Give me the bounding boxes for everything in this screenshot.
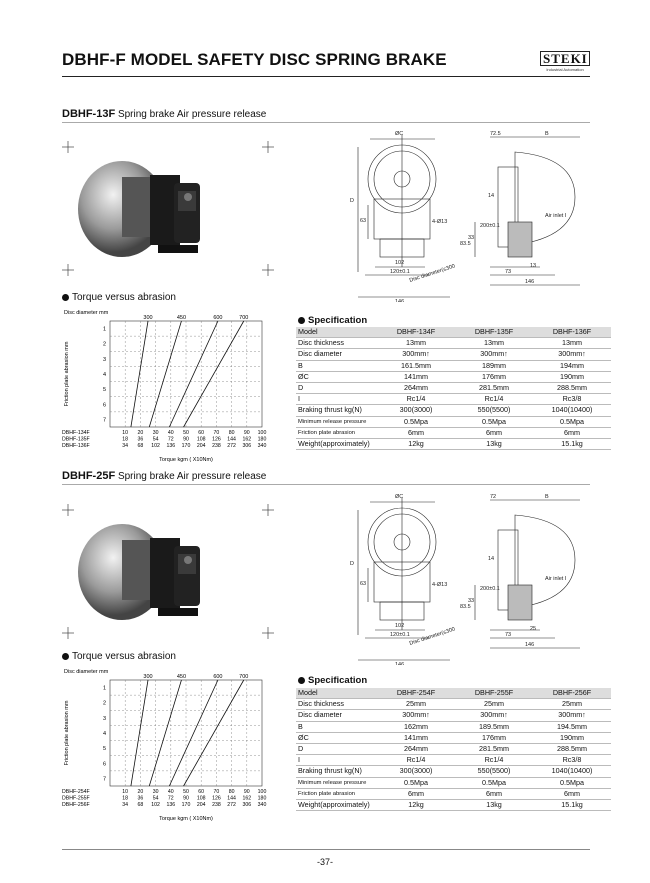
- logo-name: STEKI: [540, 51, 590, 66]
- torque-value: 80: [228, 430, 235, 436]
- dim-83: 83.5: [460, 604, 471, 610]
- dim-102: 102: [395, 260, 405, 266]
- abrasion-chart-1: [62, 305, 277, 465]
- torque-value: 36: [137, 436, 144, 443]
- spec-header-cell: Model: [296, 688, 377, 699]
- spec-cell: 6mm: [455, 427, 533, 438]
- spec-cell: 281.5mm: [455, 382, 533, 393]
- spec-cell: 13mm: [455, 338, 533, 349]
- spec-cell: 176mm: [455, 371, 533, 382]
- spec-cell: 25mm: [455, 699, 533, 710]
- spec-header-cell: DBHF-254F: [377, 688, 455, 699]
- spec-title-2: [298, 675, 367, 686]
- torque-value: 126: [212, 436, 221, 443]
- spec-cell: 0.5Mpa: [533, 777, 611, 788]
- torque-value: 18: [122, 436, 129, 443]
- torque-value: 30: [152, 430, 159, 436]
- dim-120: 120±0.1: [390, 632, 410, 638]
- dim-33: 33: [468, 235, 475, 241]
- spec-title: Specification: [308, 315, 368, 326]
- spec-row: [296, 371, 611, 382]
- spec-cell: D: [296, 743, 377, 754]
- spec-header-cell: DBHF-255F: [455, 688, 533, 699]
- spec-cell: ØC: [296, 732, 377, 743]
- model-row-label: DBHF-134F: [62, 430, 90, 436]
- section-desc: Spring brake Air pressure release: [115, 471, 267, 482]
- torque-value: 90: [243, 789, 250, 795]
- disc-tick-label: 300: [143, 315, 153, 321]
- torque-value: 180: [257, 436, 267, 443]
- torque-value: 18: [122, 795, 129, 802]
- spec-cell: 300mm↑: [377, 710, 455, 721]
- spec-row: [296, 338, 611, 349]
- spec-cell: 141mm: [377, 371, 455, 382]
- torque-value: 108: [196, 436, 206, 443]
- y-axis-title: Friction plate abrasion mm: [64, 700, 70, 766]
- spec-cell: 6mm: [533, 427, 611, 438]
- dim-b: B: [545, 494, 549, 500]
- spec-cell: B: [296, 360, 377, 371]
- torque-value: 204: [196, 443, 206, 449]
- dim-4-13: 4-Ø13: [432, 582, 448, 588]
- torque-value: 68: [137, 443, 144, 449]
- spec-cell: 194.5mm: [533, 721, 611, 732]
- spec-row: [296, 799, 611, 810]
- spec-row: [296, 382, 611, 393]
- dim-146: 146: [395, 299, 405, 302]
- model-row-label: DBHF-136F: [62, 443, 90, 449]
- spec-row: [296, 777, 611, 788]
- spec-cell: D: [296, 382, 377, 393]
- dimension-drawing-2: [340, 490, 595, 665]
- section-2-heading: [62, 470, 266, 482]
- spec-cell: B: [296, 721, 377, 732]
- torque-value: 306: [242, 802, 252, 808]
- torque-value: 136: [166, 443, 176, 449]
- spec-row: [296, 405, 611, 416]
- spec-cell: 550(5500): [455, 766, 533, 777]
- section-rule: [62, 484, 590, 485]
- torque-value: 50: [183, 789, 189, 795]
- spec-cell: 13mm: [377, 338, 455, 349]
- torque-value: 238: [212, 443, 221, 449]
- dim-d: D: [350, 561, 354, 567]
- disc-tick-label: 450: [176, 674, 187, 680]
- model-row-label: DBHF-255F: [62, 795, 90, 802]
- torque-title: Torque versus abrasion: [72, 651, 176, 662]
- spec-cell: 13kg: [455, 438, 533, 449]
- dim-146b: 146: [525, 279, 535, 285]
- dim-120: 120±0.1: [390, 269, 410, 275]
- y-tick-label: 5: [102, 387, 106, 394]
- dim-72: 72.5: [490, 131, 501, 137]
- page-title: DBHF-F MODEL SAFETY DISC SPRING BRAKE: [62, 50, 447, 69]
- y-tick-label: 2: [102, 700, 106, 707]
- torque-value: 34: [122, 802, 129, 808]
- spec-cell: Friction plate abrasion: [296, 788, 377, 799]
- torque-value: 60: [198, 789, 205, 795]
- torque-value: 54: [152, 795, 159, 802]
- bullet-icon: [298, 677, 305, 684]
- spec-cell: Disc diameter: [296, 710, 377, 721]
- torque-value: 340: [257, 443, 267, 449]
- spec-cell: 0.5Mpa: [455, 777, 533, 788]
- spec-row: [296, 360, 611, 371]
- torque-value: 10: [122, 430, 129, 436]
- x-axis-title: Torque kgm ( X10Nm): [159, 816, 213, 822]
- dim-72: 72: [490, 494, 497, 500]
- torque-title-2: [62, 651, 176, 662]
- spec-cell: Braking thrust kg(N): [296, 766, 377, 777]
- spec-cell: Rc3/8: [533, 755, 611, 766]
- torque-value: 90: [183, 795, 189, 802]
- dim-4-13: 4-Ø13: [432, 219, 448, 225]
- spec-cell: 12kg: [377, 438, 455, 449]
- spec-cell: 300mm↑: [455, 349, 533, 360]
- torque-value: 180: [257, 795, 267, 802]
- torque-value: 10: [122, 789, 129, 795]
- y-tick-label: 7: [102, 417, 106, 424]
- spec-cell: I: [296, 755, 377, 766]
- dim-83: 83.5: [460, 241, 471, 247]
- torque-value: 102: [151, 802, 160, 808]
- section-model: DBHF-25F: [62, 470, 116, 482]
- y-tick-label: 1: [102, 326, 106, 333]
- dim-25: 25: [530, 626, 537, 632]
- spec-cell: 550(5500): [455, 405, 533, 416]
- spec-cell: 1040(10400): [533, 405, 611, 416]
- torque-value: 40: [167, 789, 174, 795]
- spec-cell: 0.5Mpa: [377, 777, 455, 788]
- torque-value: 20: [137, 789, 144, 795]
- abrasion-curve: [131, 680, 148, 786]
- dim-disc: Disc diameter(≤300: [408, 626, 456, 647]
- spec-cell: 300mm↑: [377, 349, 455, 360]
- spec-header-row: [296, 688, 611, 699]
- torque-value: 34: [122, 443, 129, 449]
- spec-cell: Weight(approximately): [296, 799, 377, 810]
- spec-cell: I: [296, 394, 377, 405]
- page-number: -37-: [316, 857, 333, 867]
- spec-header-cell: DBHF-135F: [455, 327, 533, 338]
- torque-value: 72: [167, 795, 174, 802]
- spec-row: [296, 755, 611, 766]
- torque-value: 70: [213, 430, 220, 436]
- torque-value: 20: [137, 430, 144, 436]
- torque-title-1: [62, 292, 176, 303]
- model-row-label: DBHF-254F: [62, 789, 90, 795]
- spec-cell: 6mm: [533, 788, 611, 799]
- torque-value: 54: [152, 436, 159, 443]
- torque-value: 70: [213, 789, 220, 795]
- spec-table-1: [296, 327, 611, 450]
- torque-value: 272: [227, 443, 236, 449]
- torque-value: 102: [151, 443, 160, 449]
- spec-row: [296, 349, 611, 360]
- spec-header-cell: DBHF-134F: [377, 327, 455, 338]
- disc-diameter-label: Disc diameter mm: [64, 310, 109, 316]
- torque-value: 90: [243, 430, 250, 436]
- dimension-drawing-1: [340, 127, 595, 302]
- spec-cell: 6mm: [377, 427, 455, 438]
- spec-row: [296, 732, 611, 743]
- brake-photo-2: [62, 498, 292, 648]
- dim-b: B: [545, 131, 549, 137]
- disc-diameter-label: Disc diameter mm: [64, 669, 109, 675]
- spec-cell: Rc1/4: [455, 394, 533, 405]
- spec-header-cell: DBHF-256F: [533, 688, 611, 699]
- spec-cell: Disc diameter: [296, 349, 377, 360]
- spec-cell: 300mm↑: [455, 710, 533, 721]
- torque-value: 80: [228, 789, 235, 795]
- dim-73: 73: [505, 269, 512, 275]
- dim-200: 200±0.1: [480, 223, 500, 229]
- torque-value: 72: [167, 436, 174, 443]
- disc-tick-label: 300: [143, 674, 153, 680]
- spec-cell: Minimum release pressure: [296, 416, 377, 427]
- spec-cell: 0.5Mpa: [377, 416, 455, 427]
- spec-cell: Friction plate abrasion: [296, 427, 377, 438]
- spec-row: [296, 438, 611, 449]
- spec-cell: 300(3000): [377, 405, 455, 416]
- dim-33: 33: [468, 598, 475, 604]
- torque-value: 36: [137, 795, 144, 802]
- dim-air: Air inlet I: [545, 576, 567, 582]
- torque-value: 170: [181, 443, 191, 449]
- y-tick-label: 5: [102, 746, 106, 753]
- brand-logo: [540, 51, 590, 72]
- y-tick-label: 6: [102, 402, 106, 409]
- torque-value: 162: [242, 436, 252, 443]
- spec-cell: 15.1kg: [533, 799, 611, 810]
- spec-cell: 161.5mm: [377, 360, 455, 371]
- dim-102: 102: [395, 623, 405, 629]
- spec-cell: 141mm: [377, 732, 455, 743]
- y-tick-label: 1: [102, 685, 106, 692]
- section-desc: Spring brake Air pressure release: [115, 109, 267, 120]
- model-row-label: DBHF-256F: [62, 802, 90, 808]
- spec-row: [296, 394, 611, 405]
- section-rule: [62, 122, 590, 123]
- spec-header-cell: DBHF-136F: [533, 327, 611, 338]
- spec-cell: 189mm: [455, 360, 533, 371]
- spec-cell: 288.5mm: [533, 382, 611, 393]
- dim-14: 14: [488, 556, 495, 562]
- abrasion-curve: [131, 321, 148, 427]
- spec-cell: ØC: [296, 371, 377, 382]
- spec-row: [296, 766, 611, 777]
- spec-cell: 190mm: [533, 732, 611, 743]
- spec-cell: 194mm: [533, 360, 611, 371]
- torque-value: 40: [167, 430, 174, 436]
- spec-cell: 288.5mm: [533, 743, 611, 754]
- spec-cell: Rc1/4: [377, 755, 455, 766]
- footer-rule: [62, 849, 590, 850]
- y-tick-label: 4: [102, 372, 106, 378]
- torque-value: 238: [212, 802, 221, 808]
- logo-subtitle: Industrial Automation: [546, 67, 584, 72]
- abrasion-curve: [184, 321, 244, 427]
- spec-cell: 0.5Mpa: [533, 416, 611, 427]
- spec-cell: 300mm↑: [533, 710, 611, 721]
- spec-table-2: [296, 688, 611, 811]
- spec-cell: 281.5mm: [455, 743, 533, 754]
- torque-value: 100: [257, 430, 267, 436]
- spec-cell: 189.5mm: [455, 721, 533, 732]
- spec-cell: 6mm: [455, 788, 533, 799]
- header-rule: [62, 76, 590, 77]
- dim-146: 146: [395, 662, 405, 665]
- spec-row: [296, 427, 611, 438]
- disc-tick-label: 700: [239, 315, 249, 321]
- dim-oc: ØC: [395, 494, 404, 500]
- dim-air: Air inlet I: [545, 213, 567, 219]
- dim-disc: Disc diameter(≤300: [408, 263, 456, 284]
- spec-cell: 13mm: [533, 338, 611, 349]
- spec-cell: Weight(approximately): [296, 438, 377, 449]
- spec-row: [296, 416, 611, 427]
- torque-value: 204: [196, 802, 206, 808]
- spec-cell: 13kg: [455, 799, 533, 810]
- torque-value: 272: [227, 802, 236, 808]
- spec-row: [296, 721, 611, 732]
- spec-cell: 300mm↑: [533, 349, 611, 360]
- torque-value: 162: [242, 795, 252, 802]
- torque-value: 30: [152, 789, 159, 795]
- y-axis-title: Friction plate abrasion mm: [64, 341, 70, 407]
- dim-oc: ØC: [395, 131, 404, 137]
- spec-cell: 264mm: [377, 743, 455, 754]
- torque-value: 68: [137, 802, 144, 808]
- spec-cell: 6mm: [377, 788, 455, 799]
- dim-13: 13: [530, 263, 537, 269]
- spec-cell: Rc1/4: [377, 394, 455, 405]
- torque-value: 144: [227, 795, 236, 802]
- y-tick-label: 3: [102, 715, 106, 722]
- spec-cell: 190mm: [533, 371, 611, 382]
- brake-photo-1: [62, 135, 292, 285]
- spec-cell: 300(3000): [377, 766, 455, 777]
- dim-200: 200±0.1: [480, 586, 500, 592]
- dim-146b: 146: [525, 642, 535, 648]
- spec-cell: Disc thickness: [296, 338, 377, 349]
- torque-value: 50: [183, 430, 189, 436]
- disc-tick-label: 600: [213, 315, 223, 321]
- dim-d: D: [350, 198, 354, 204]
- spec-cell: Rc3/8: [533, 394, 611, 405]
- spec-cell: 25mm: [533, 699, 611, 710]
- abrasion-chart-2: [62, 664, 277, 824]
- torque-value: 170: [181, 802, 191, 808]
- y-tick-label: 6: [102, 761, 106, 768]
- x-axis-title: Torque kgm ( X10Nm): [159, 457, 213, 463]
- dim-63: 63: [360, 581, 367, 587]
- bullet-icon: [62, 653, 69, 660]
- torque-value: 340: [257, 802, 267, 808]
- spec-title: Specification: [308, 675, 368, 686]
- spec-row: [296, 699, 611, 710]
- abrasion-curve: [184, 680, 244, 786]
- spec-header-cell: Model: [296, 327, 377, 338]
- y-tick-label: 3: [102, 356, 106, 363]
- spec-title-1: [298, 315, 367, 326]
- y-tick-label: 2: [102, 341, 106, 348]
- spec-row: [296, 788, 611, 799]
- disc-tick-label: 450: [176, 315, 187, 321]
- torque-value: 144: [227, 436, 236, 443]
- section-model: DBHF-13F: [62, 108, 116, 120]
- spec-row: [296, 710, 611, 721]
- spec-cell: Rc1/4: [455, 755, 533, 766]
- torque-title: Torque versus abrasion: [72, 292, 176, 303]
- spec-cell: 264mm: [377, 382, 455, 393]
- model-row-label: DBHF-135F: [62, 436, 90, 443]
- dim-63: 63: [360, 218, 367, 224]
- spec-cell: Disc thickness: [296, 699, 377, 710]
- torque-value: 126: [212, 795, 221, 802]
- spec-cell: Minimum release pressure: [296, 777, 377, 788]
- disc-tick-label: 600: [213, 674, 223, 680]
- y-tick-label: 7: [102, 776, 106, 783]
- spec-header-row: [296, 327, 611, 338]
- y-tick-label: 4: [102, 731, 106, 737]
- spec-cell: 162mm: [377, 721, 455, 732]
- section-1-heading: [62, 108, 266, 120]
- spec-row: [296, 743, 611, 754]
- dim-73: 73: [505, 632, 512, 638]
- spec-cell: Braking thrust kg(N): [296, 405, 377, 416]
- bullet-icon: [298, 317, 305, 324]
- spec-cell: 15.1kg: [533, 438, 611, 449]
- spec-cell: 0.5Mpa: [455, 416, 533, 427]
- spec-cell: 25mm: [377, 699, 455, 710]
- torque-value: 108: [196, 795, 206, 802]
- torque-value: 90: [183, 436, 189, 443]
- spec-cell: 1040(10400): [533, 766, 611, 777]
- dim-14: 14: [488, 193, 495, 199]
- torque-value: 306: [242, 443, 252, 449]
- spec-cell: 176mm: [455, 732, 533, 743]
- disc-tick-label: 700: [239, 674, 249, 680]
- torque-value: 100: [257, 789, 267, 795]
- torque-value: 60: [198, 430, 205, 436]
- torque-value: 136: [166, 802, 176, 808]
- spec-cell: 12kg: [377, 799, 455, 810]
- bullet-icon: [62, 294, 69, 301]
